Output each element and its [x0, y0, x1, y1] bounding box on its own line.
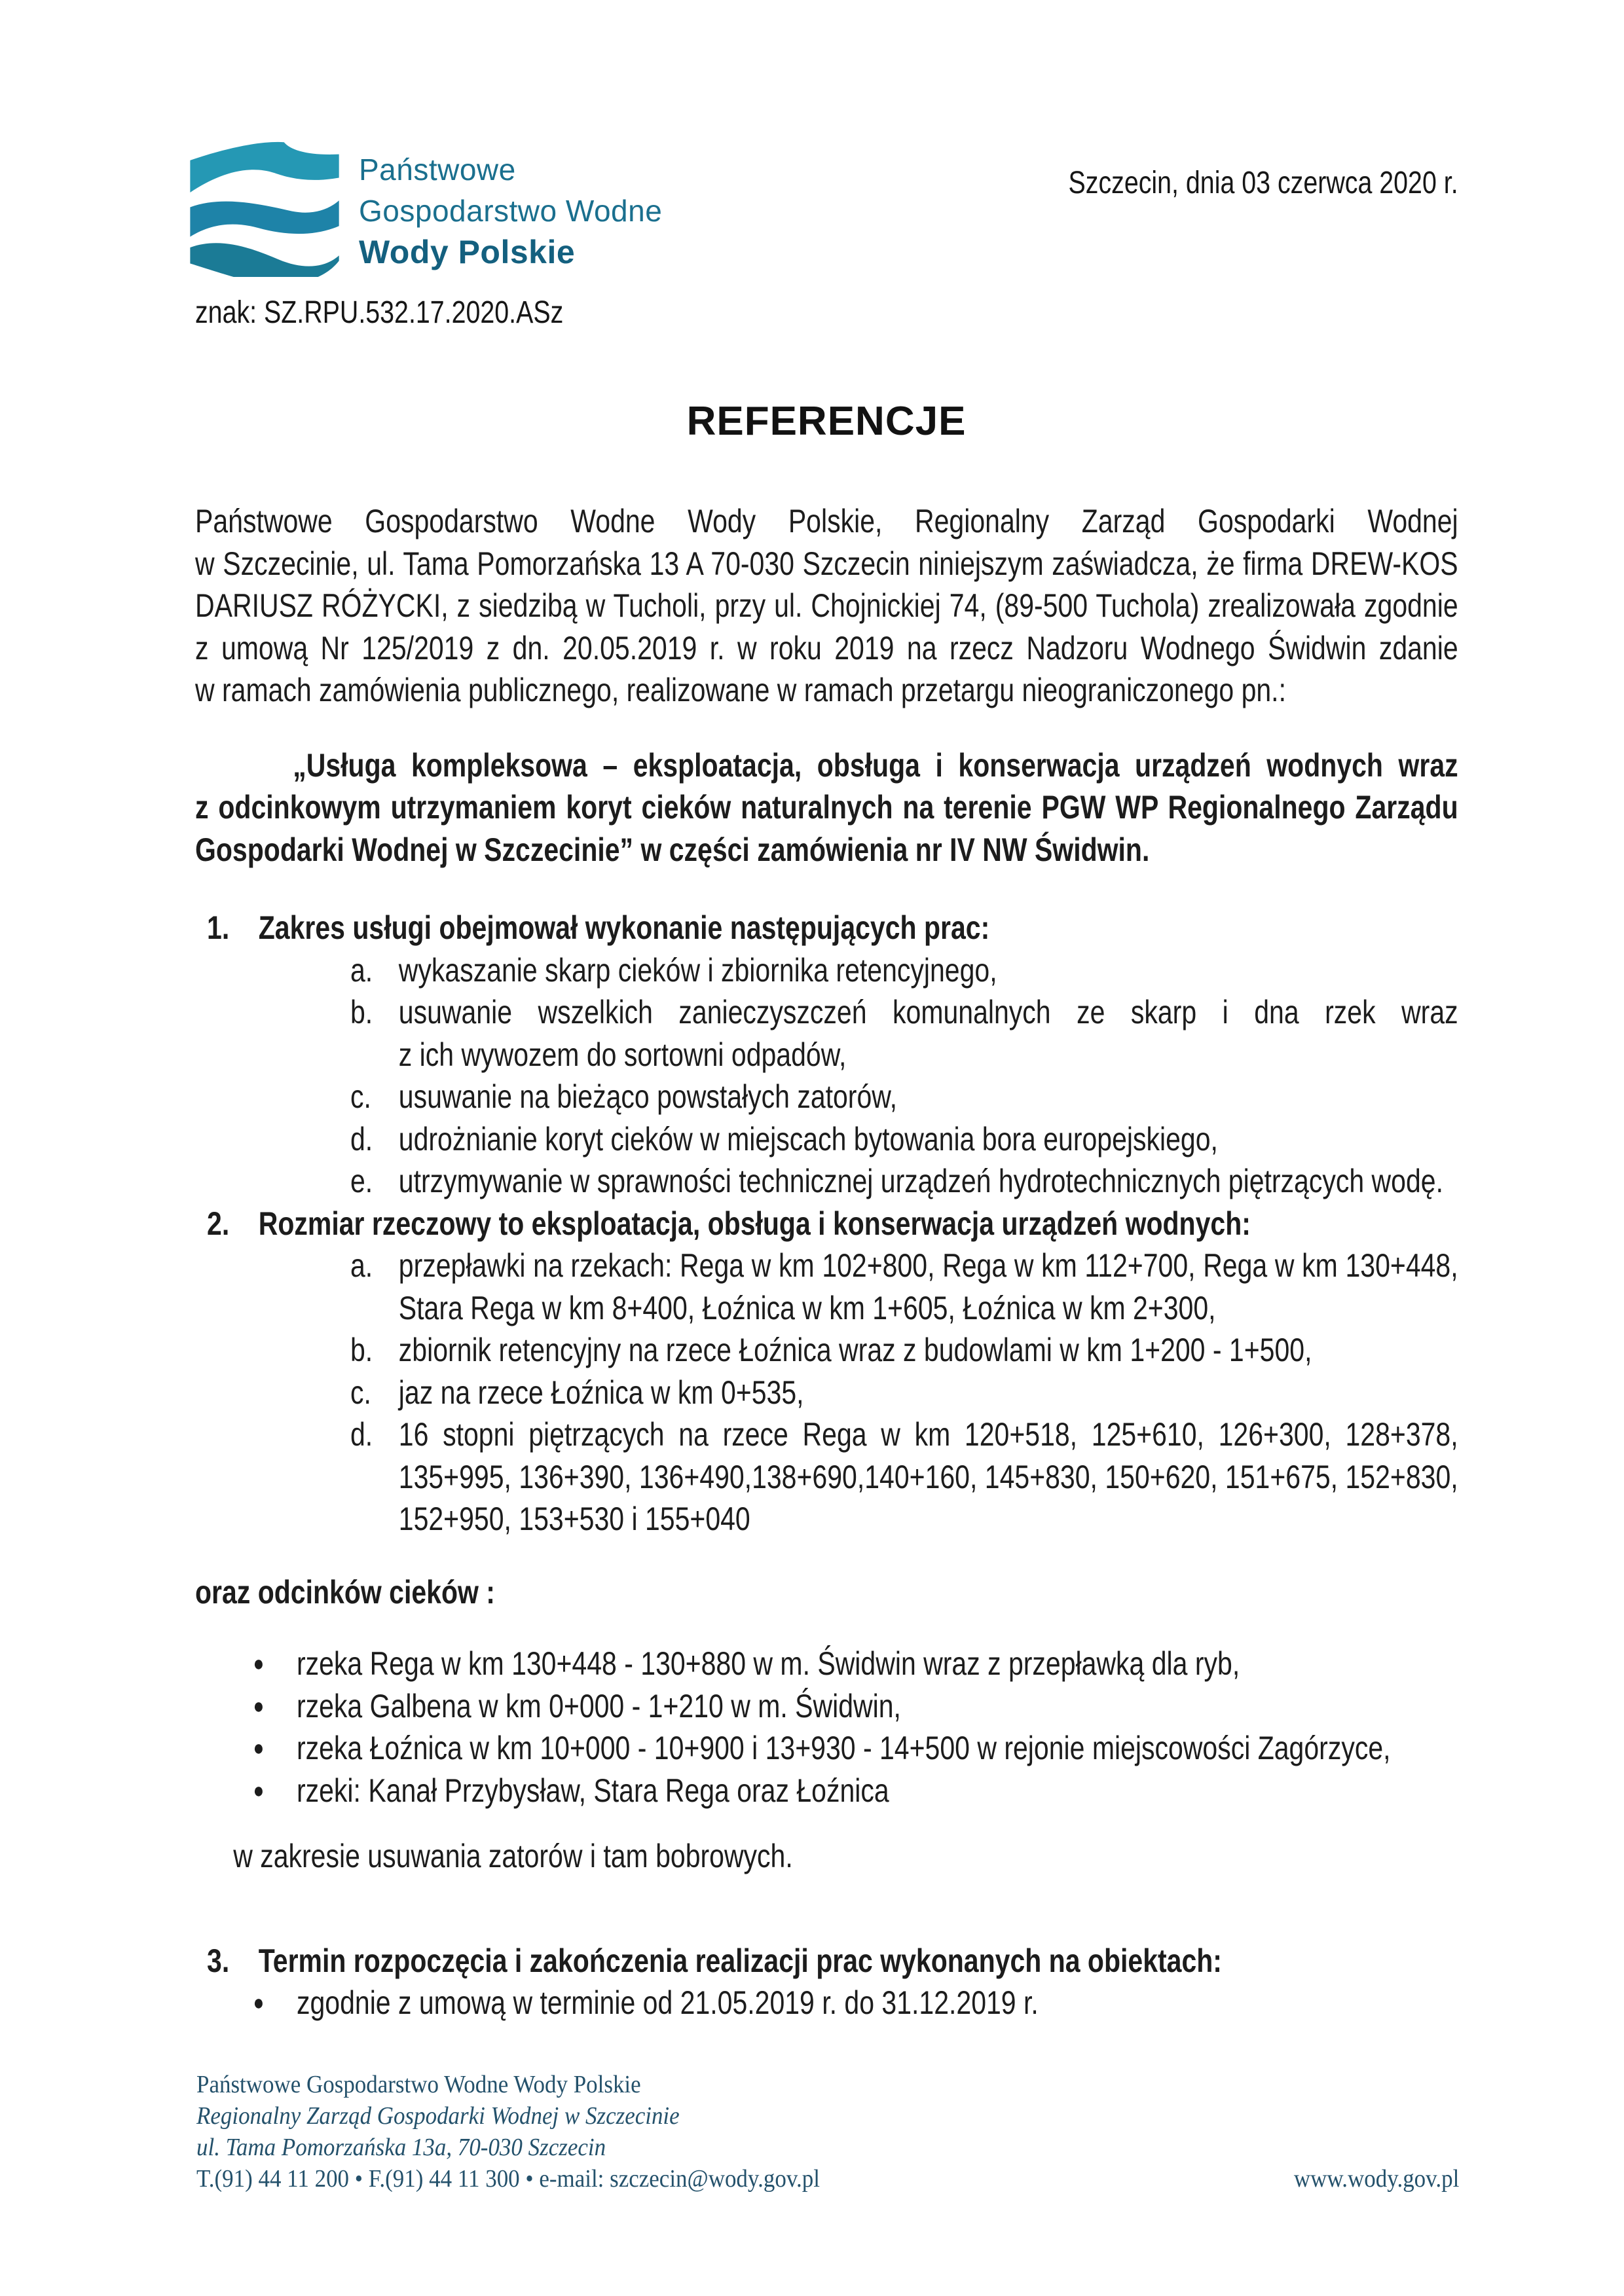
logo-line-3: Wody Polskie [359, 234, 576, 270]
text-line: rzeka Łoźnica w km 10+000 - 10+900 i 13+930 - 14+500 w rejonie miejscowości Zagórzyce, [296, 1730, 1391, 1766]
block-bullet [195, 1982, 1458, 2024]
page-footer [196, 2069, 1459, 2195]
block-num [195, 1203, 1458, 1245]
date-line: Szczecin, dnia 03 czerwca 2020 r. [1068, 166, 1458, 200]
footer-contact-row [196, 2163, 1459, 2195]
list-marker: b. [350, 1332, 373, 1368]
text-line: z odcinkowym utrzymaniem koryt cieków naturalnych na terenie PGW WP Regionalnego Zarządu [195, 789, 1458, 826]
block-lines [195, 1643, 1458, 1685]
block-bullet [195, 1727, 1458, 1770]
logo-line-2: Gospodarstwo Wodne [359, 194, 663, 228]
footer-website: www.wody.gov.pl [1293, 2165, 1460, 2193]
list-marker: b. [350, 994, 373, 1030]
bullet-icon: ● [253, 1736, 265, 1760]
block-para [195, 500, 1458, 712]
reference-number: znak: SZ.RPU.532.17.2020.ASz [195, 295, 564, 330]
block-lines [195, 1982, 1458, 2024]
text-line: wykaszanie skarp cieków i zbiornika retencyjnego, [398, 951, 997, 989]
text-line: usuwanie na bieżąco powstałych zatorów, [398, 1078, 898, 1115]
text-line: z umową Nr 125/2019 z dn. 20.05.2019 r. w roku 2019 na rzecz Nadzoru Wodnego Świdwin zdanie [195, 629, 1458, 666]
list-marker: d. [350, 1416, 373, 1453]
list-marker: e. [350, 1163, 373, 1199]
block-num [195, 1940, 1458, 1982]
footer-address: ul. Tama Pomorzańska 13a, 70-030 Szczecin [196, 2134, 606, 2161]
block-lines [195, 949, 1458, 992]
block-alpha [195, 991, 1458, 1076]
bullet-icon: ● [253, 1777, 265, 1803]
block-alpha [195, 1118, 1458, 1161]
text-line: jaz na rzece Łoźnica w km 0+535, [398, 1374, 804, 1411]
text-line: Termin rozpoczęcia i zakończenia realizacji prac wykonanych na obiektach: [258, 1942, 1222, 1979]
footer-org-name: Państwowe Gospodarstwo Wodne Wody Polskie [196, 2071, 641, 2098]
footer-division: Regionalny Zarząd Gospodarki Wodnej w Szczecinie [196, 2102, 680, 2130]
text-line: rzeka Galbena w km 0+000 - 1+210 w m. Świdwin, [296, 1687, 901, 1724]
text-line: udrożnianie koryt cieków w miejscach bytowania bora europejskiego, [398, 1120, 1218, 1157]
block-lines [195, 1727, 1458, 1770]
text-line: Rozmiar rzeczowy to eksploatacja, obsługa i konserwacja urządzeń wodnych: [258, 1205, 1251, 1242]
block-lines [195, 1372, 1458, 1414]
block-lines [195, 1413, 1458, 1540]
block-lines [195, 1245, 1458, 1329]
block-lines [195, 500, 1458, 712]
block-alpha [195, 1245, 1458, 1329]
text-line: w Szczecinie, ul. Tama Pomorzańska 13 A 70-030 Szczecin niniejszym zaświadcza, że firma DREW-KOS [195, 545, 1458, 582]
block-lines [195, 1203, 1458, 1245]
block-lines [195, 1835, 1458, 1878]
block-alpha [195, 1076, 1458, 1118]
text-line: DARIUSZ RÓŻYCKI, z siedzibą w Tucholi, przy ul. Chojnickiej 74, (89-500 Tuchola) zrealizowała zgodnie [195, 587, 1458, 624]
block-side [195, 1571, 1458, 1614]
text-line: Zakres usługi obejmował wykonanie następujących prac: [258, 909, 990, 946]
list-marker: d. [350, 1120, 373, 1157]
block-bullet [195, 1685, 1458, 1728]
wody-polskie-logo-icon [182, 136, 346, 277]
text-line: w ramach zamówienia publicznego, realizowane w ramach przetargu nieograniczonego pn.: [195, 672, 1286, 708]
text-line: z ich wywozem do sortowni odpadów, [398, 1036, 847, 1073]
block-alpha [195, 949, 1458, 992]
text-line: rzeki: Kanał Przybysław, Stara Rega oraz Łoźnica [296, 1772, 889, 1809]
text-line: Stara Rega w km 8+400, Łoźnica w km 1+605, Łoźnica w km 2+300, [398, 1289, 1216, 1326]
list-marker: a. [350, 951, 373, 989]
logo-wave-bottom [190, 243, 339, 277]
text-line: rzeka Rega w km 130+448 - 130+880 w m. Świdwin wraz z przepławką dla ryb, [296, 1645, 1240, 1682]
footer-contact: T.(91) 44 11 200 • F.(91) 44 11 300 • e-mail: szczecin@wody.gov.pl [196, 2165, 820, 2193]
block-alpha [195, 1372, 1458, 1414]
text-line: w zakresie usuwania zatorów i tam bobrowych. [233, 1838, 793, 1874]
text-line: 152+950, 153+530 i 155+040 [398, 1501, 750, 1537]
text-line: 135+995, 136+390, 136+490,138+690,140+160, 145+830, 150+620, 151+675, 152+830, [398, 1458, 1458, 1495]
bullet-icon: ● [253, 1990, 265, 2015]
block-lines [195, 1118, 1458, 1161]
document-blocks [195, 500, 1458, 2024]
bullet-icon: ● [253, 1651, 265, 1676]
text-line: utrzymywanie w sprawności technicznej urządzeń hydrotechnicznych piętrzących wodę. [398, 1163, 1443, 1199]
block-note [195, 1835, 1458, 1878]
block-lines [195, 907, 1458, 949]
block-lines [195, 1685, 1458, 1728]
text-line: 16 stopni piętrzących na rzece Rega w km 120+518, 125+610, 126+300, 128+378, [398, 1416, 1458, 1453]
block-lines [195, 1076, 1458, 1118]
logo-wave-middle [190, 200, 339, 236]
list-marker: c. [350, 1078, 371, 1115]
block-lines [195, 1329, 1458, 1372]
block-alpha [195, 1329, 1458, 1372]
block-lines [195, 1160, 1458, 1203]
block-bullet [195, 1770, 1458, 1812]
logo-line-1: Państwowe [359, 153, 516, 187]
text-line: Gospodarki Wodnej w Szczecinie” w części zamówienia nr IV NW Świdwin. [195, 831, 1150, 868]
text-line: zgodnie z umową w terminie od 21.05.2019 r. do 31.12.2019 r. [296, 1984, 1039, 2021]
text-line: usuwanie wszelkich zanieczyszczeń komunalnych ze skarp i dna rzek wraz [398, 994, 1458, 1030]
block-bullet [195, 1643, 1458, 1685]
text-line: zbiornik retencyjny na rzece Łoźnica wraz z budowlami w km 1+200 - 1+500, [398, 1332, 1312, 1368]
text-line: Państwowe Gospodarstwo Wodne Wody Polskie, Regionalny Zarząd Gospodarki Wodnej [195, 503, 1458, 539]
block-alpha [195, 1160, 1458, 1203]
block-lines [195, 1940, 1458, 1982]
block-quote [195, 744, 1458, 871]
text-line: przepławki na rzekach: Rega w km 102+800, Rega w km 112+700, Rega w km 130+448, [398, 1247, 1458, 1284]
block-lines [195, 744, 1458, 871]
list-marker: c. [350, 1374, 371, 1411]
document-title: REFERENCJE [686, 399, 967, 444]
block-num [195, 907, 1458, 949]
block-alpha [195, 1413, 1458, 1540]
block-lines [195, 1571, 1458, 1614]
text-line: oraz odcinków cieków : [195, 1573, 495, 1611]
text-line: „Usługa kompleksowa – eksploatacja, obsługa i konserwacja urządzeń wodnych wraz [293, 746, 1458, 784]
bullet-icon: ● [253, 1693, 265, 1719]
list-marker: a. [350, 1247, 373, 1284]
block-lines [195, 991, 1458, 1076]
list-marker: 1. [207, 909, 230, 946]
list-marker: 2. [207, 1205, 230, 1242]
list-marker: 3. [207, 1942, 230, 1979]
block-lines [195, 1770, 1458, 1812]
